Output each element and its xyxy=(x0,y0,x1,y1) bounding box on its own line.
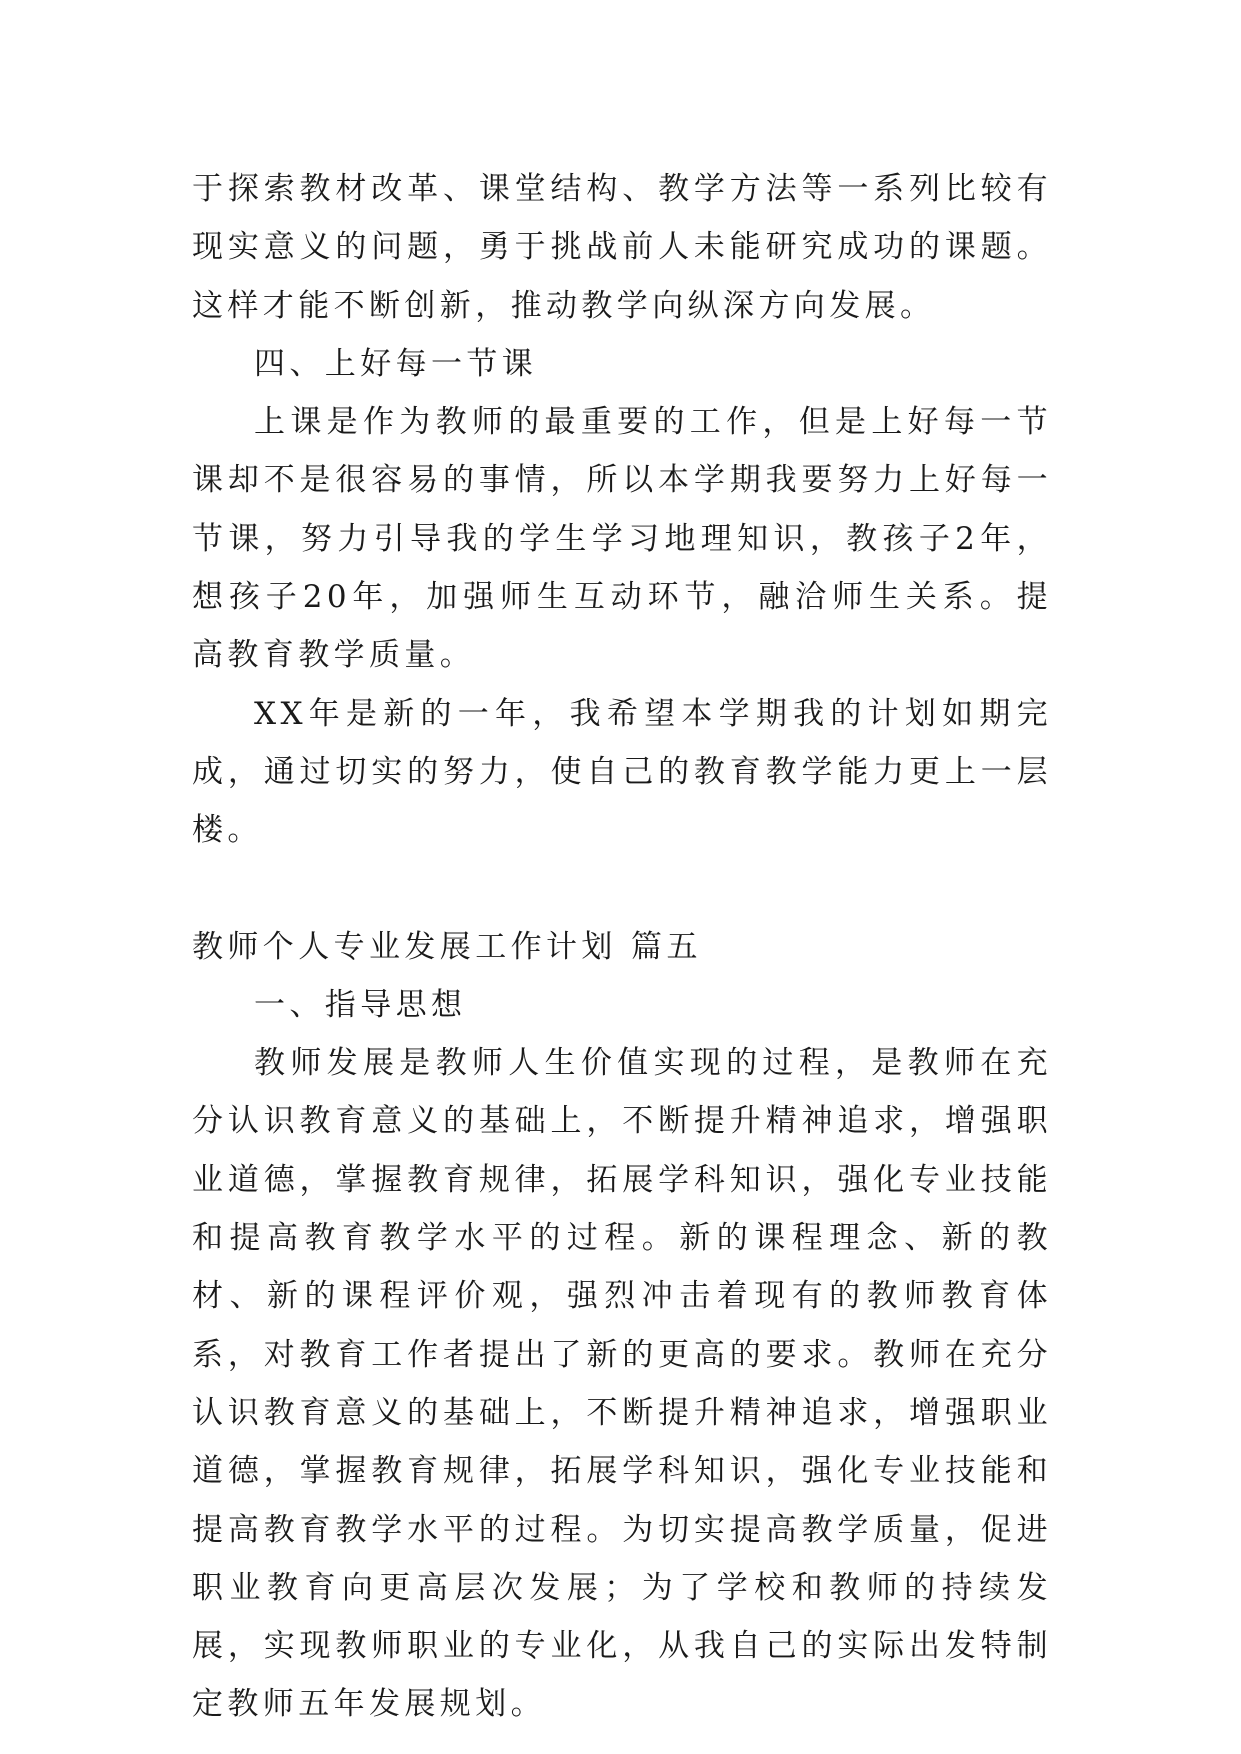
heading-four: 四、上好每一节课 xyxy=(254,345,538,382)
continuation-paragraph: 于探索教材改革、课堂结构、教学方法等一系列比较有现实意义的问题，勇于挑战前人未能研究成功的课题。这样才能不断创新，推动教学向纵深方向发展。 xyxy=(192,171,1052,324)
paragraph-class: 上课是作为教师的最重要的工作，但是上好每一节课却不是很容易的事情，所以本学期我要努力上好每一节课，努力引导我的学生学习地理知识，教孩子2年，想孩子20年，加强师生互动环节，融洽师生关系。提高教育教学质量。 xyxy=(192,404,1052,674)
paragraph-year: XX年是新的一年，我希望本学期我的计划如期完成，通过切实的努力，使自己的教育教学能力更上一层楼。 xyxy=(192,695,1052,849)
section-title: 教师个人专业发展工作计划 篇五 xyxy=(192,928,702,965)
heading-one: 一、指导思想 xyxy=(254,986,467,1023)
paragraph-guiding: 教师发展是教师人生价值实现的过程，是教师在充分认识教育意义的基础上，不断提升精神追求，增强职业道德，掌握教育规律，拓展学科知识，强化专业技能和提高教育教学水平的过程。新的课程理念、新的教材、新的课程评价观，强烈冲击着现有的教师教育体系，对教育工作者提出了新的更高的要求。教师在充分认识教育意义的基础上，不断提升精神追求，增强职业道德，掌握教育规律，拓展学科知识，强化专业技能和提高教育教学水平的过程。为切实提高教学质量，促进职业教育向更高层次发展；为了学校和教师的持续发展，实现教师职业的专业化，从我自己的实际出发特制定教师五年发展规划。 xyxy=(192,1045,1052,1723)
document-body xyxy=(192,160,1052,1734)
